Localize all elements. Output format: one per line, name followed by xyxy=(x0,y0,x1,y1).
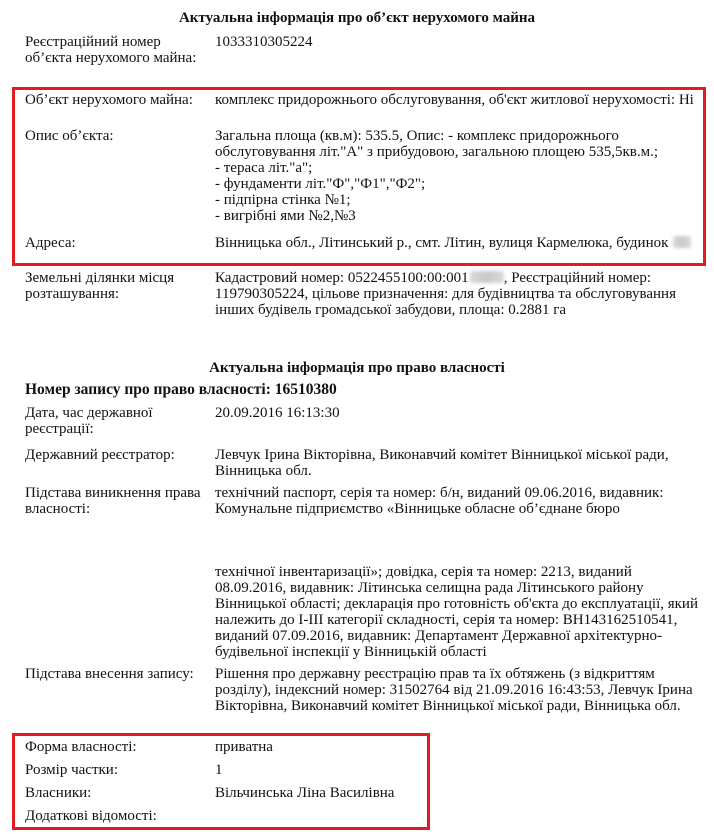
registrar-label: Державний реєстратор: xyxy=(25,447,175,463)
reg-number-value: 1033310305224 xyxy=(215,34,313,50)
object-label: Об’єкт нерухомого майна: xyxy=(25,92,193,108)
rights-section-title: Актуальна інформація про право власності xyxy=(209,360,505,376)
reg-number-label: Реєстраційний номер об’єкта нерухомого майна: xyxy=(25,34,197,66)
reg-date-label: Дата, час державної реєстрації: xyxy=(25,405,153,437)
basis-origin-label: Підстава виникнення права власності: xyxy=(25,485,201,517)
address-label: Адреса: xyxy=(25,235,76,251)
description-line: - підпірна стінка №1; xyxy=(215,192,351,208)
record-number-title: Номер запису про право власності: 16510380 xyxy=(25,381,337,398)
address-value: Вінницька обл., Літинський р., смт. Літин, вулиця Кармелюка, будинок xyxy=(215,235,669,251)
description-line: - фундаменти літ."Ф","Ф1","Ф2"; xyxy=(215,176,426,192)
reg-date-value: 20.09.2016 16:13:30 xyxy=(215,405,340,421)
share-size-label: Розмір частки: xyxy=(25,762,118,778)
basis-entry-value: Рішення про державну реєстрацію прав та їх обтяжень (з відкриттям розділу), індексний номер: 31502764 від 21.09.2016 16:43:53, Левчук Ірина Вікторівна, Виконавчий комітет Вінницької міської ради, Вінницька обл. xyxy=(215,666,693,714)
registrar-value: Левчук Ірина Вікторівна, Виконавчий комітет Вінницької міської ради, Вінницька обл. xyxy=(215,447,669,479)
redacted-mark xyxy=(673,236,691,248)
description-label: Опис об’єкта: xyxy=(25,128,114,144)
description-value xyxy=(215,128,705,224)
description-line: - тераса літ."а"; xyxy=(215,160,313,176)
land-value xyxy=(215,270,705,318)
share-size-value: 1 xyxy=(215,762,223,778)
basis-entry-label: Підстава внесення запису: xyxy=(25,666,194,682)
object-value: комплекс придорожнього обслуговування, об'єкт житлової нерухомості: Ні xyxy=(215,92,694,108)
basis-origin-value-part2: технічної інвентаризації»; довідка, серія та номер: 2213, виданий 08.09.2016, видавник: Літинська селищна рада Літинського району Вінницької області; декларація про готовність об'єкта до експлуатації, який належить до І-ІІІ категорії складності, серія та номер: ВН143162510541, виданий 07.09.2016, видавник: Департамент Державної архітектурно-будівельної інспекції у Вінницькій області xyxy=(215,564,698,660)
redacted-mark xyxy=(470,271,504,283)
object-section-title: Актуальна інформація про об’єкт нерухомого майна xyxy=(178,10,536,26)
ownership-form-value: приватна xyxy=(215,739,273,755)
land-details: , Реєстраційний номер: 119790305224, цільове призначення: для будівництва та обслуговування інших будівель громадської забудови, площа: 0.2881 га xyxy=(215,270,676,318)
description-line: - вигрібні ями №2,№3 xyxy=(215,208,356,224)
basis-origin-value-part1: технічний паспорт, серія та номер: б/н, виданий 09.06.2016, видавник: Комунальне підприємство «Вінницьке обласне об’єднане бюро xyxy=(215,485,664,517)
owners-value: Вільчинська Ліна Василівна xyxy=(215,785,395,801)
description-line: Загальна площа (кв.м): 535.5, Опис: - комплекс придорожнього обслуговування літ."А" з прибудовою, загальною площею 535,5кв.м.; xyxy=(215,128,658,160)
cadastral-number: Кадастровий номер: 0522455100:00:001 xyxy=(215,270,469,286)
owners-label: Власники: xyxy=(25,785,92,801)
additional-info-label: Додаткові відомості: xyxy=(25,808,157,824)
ownership-form-label: Форма власності: xyxy=(25,739,137,755)
land-label: Земельні ділянки місця розташування: xyxy=(25,270,175,302)
